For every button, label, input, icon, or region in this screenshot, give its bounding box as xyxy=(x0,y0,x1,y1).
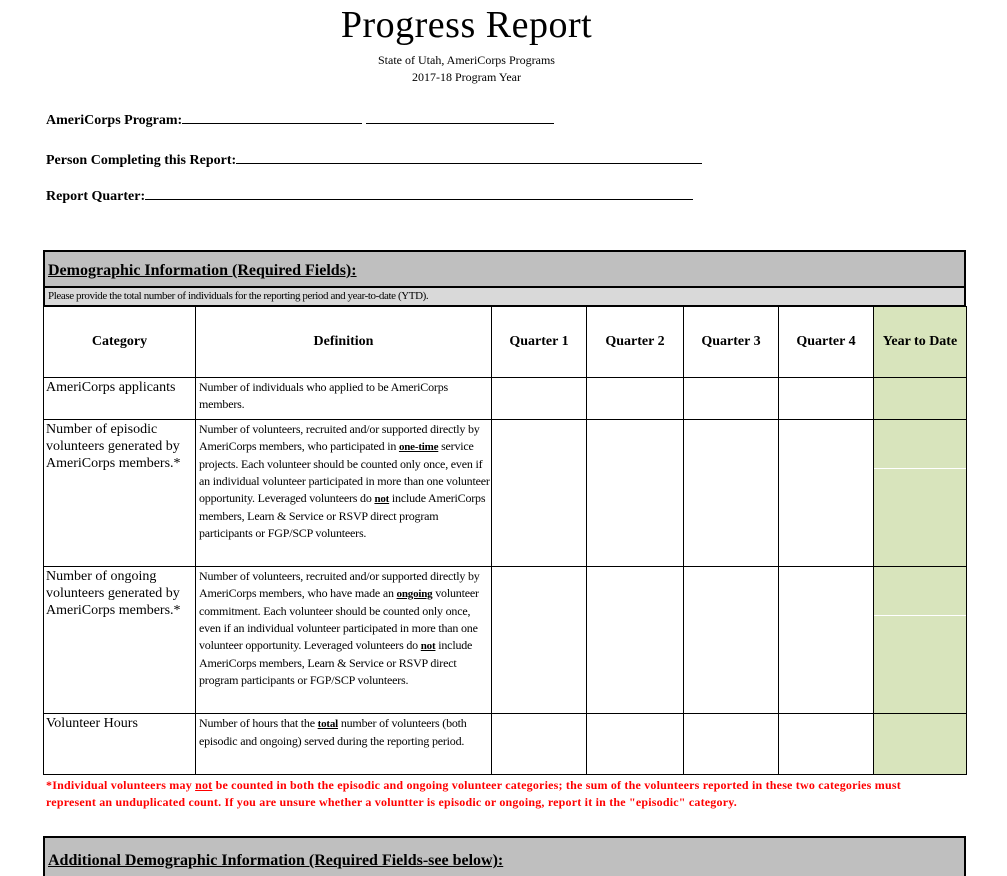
footnote: *Individual volunteers may not be counted in both the episodic and ongoing volunteer categories; the sum of the volunteers reported in these two categories must represent an unduplicated count. If you are unsure whether a voluntter is episodic or ongoing, report it in the "episodic" category. xyxy=(46,778,901,809)
table-header-row xyxy=(44,307,967,378)
ytd-cell[interactable] xyxy=(874,714,967,775)
quarter-3-cell[interactable] xyxy=(684,378,779,420)
quarter-1-cell[interactable] xyxy=(492,378,587,420)
quarter-1-cell[interactable] xyxy=(492,567,587,714)
col-quarter-4: Quarter 4 xyxy=(779,307,874,378)
quarter-2-cell[interactable] xyxy=(587,714,684,775)
row-definition: Number of volunteers, recruited and/or supported directly by AmeriCorps members, who participated in one-time service projects. Each volunteer should be counted only once, even if an individual volunteer participated in more than one volunteer opportunity. Leveraged volunteers do not include AmeriCorps members, Learn & Service or RSVP direct program participants or FGP/SCP volunteers. xyxy=(196,420,492,567)
program-field xyxy=(46,109,554,130)
program-input-line-2[interactable] xyxy=(366,109,554,124)
col-category: Category xyxy=(44,307,196,378)
quarter-4-cell[interactable] xyxy=(779,714,874,775)
person-input-line[interactable] xyxy=(236,149,702,164)
row-category: Volunteer Hours xyxy=(44,714,196,775)
table-row xyxy=(44,567,967,714)
row-definition: Number of individuals who applied to be AmeriCorps members. xyxy=(196,378,492,420)
quarter-field xyxy=(46,185,693,206)
ytd-cell[interactable] xyxy=(874,378,967,420)
ytd-cell[interactable] xyxy=(874,567,967,714)
row-category: AmeriCorps applicants xyxy=(44,378,196,420)
demographic-table xyxy=(43,306,967,775)
subtitle-program-year: 2017-18 Program Year xyxy=(412,70,521,84)
quarter-2-cell[interactable] xyxy=(587,567,684,714)
quarter-4-cell[interactable] xyxy=(779,378,874,420)
row-definition: Number of volunteers, recruited and/or supported directly by AmeriCorps members, who have made an ongoing volunteer commitment. Each volunteer should be counted only once, even if an individual volunteer participated in more than one volunteer opportunity. Leveraged volunteers do not include AmeriCorps members, Learn & Service or RSVP direct program participants or FGP/SCP volunteers. xyxy=(196,567,492,714)
person-label: Person Completing this Report: xyxy=(46,153,237,168)
row-definition: Number of hours that the total number of volunteers (both episodic and ongoing) served during the reporting period. xyxy=(196,714,492,775)
demographic-instructions: Please provide the total number of individuals for the reporting period and year-to-date (YTD). xyxy=(43,288,966,306)
row-category: Number of episodic volunteers generated by AmeriCorps members.* xyxy=(44,420,196,567)
person-field xyxy=(46,149,702,170)
col-year-to-date: Year to Date xyxy=(874,307,967,378)
table-row xyxy=(44,420,967,567)
quarter-input-line[interactable] xyxy=(145,185,693,200)
quarter-label: Report Quarter: xyxy=(46,189,146,204)
col-definition: Definition xyxy=(196,307,492,378)
quarter-4-cell[interactable] xyxy=(779,567,874,714)
table-row xyxy=(44,378,967,420)
col-quarter-1: Quarter 1 xyxy=(492,307,587,378)
subtitle-organization: State of Utah, AmeriCorps Programs xyxy=(378,53,555,67)
row-category: Number of ongoing volunteers generated by AmeriCorps members.* xyxy=(44,567,196,714)
ytd-cell[interactable] xyxy=(874,420,967,567)
demographic-section-title: Demographic Information (Required Fields): xyxy=(48,262,357,279)
table-row xyxy=(44,714,967,775)
quarter-2-cell[interactable] xyxy=(587,420,684,567)
page-title: Progress Report xyxy=(340,4,593,46)
quarter-3-cell[interactable] xyxy=(684,420,779,567)
quarter-2-cell[interactable] xyxy=(587,378,684,420)
quarter-1-cell[interactable] xyxy=(492,420,587,567)
demographic-section-header xyxy=(43,250,966,288)
program-label: AmeriCorps Program: xyxy=(46,113,183,128)
col-quarter-2: Quarter 2 xyxy=(587,307,684,378)
quarter-3-cell[interactable] xyxy=(684,714,779,775)
additional-section-title: Additional Demographic Information (Required Fields-see below): xyxy=(48,852,504,869)
col-quarter-3: Quarter 3 xyxy=(684,307,779,378)
quarter-4-cell[interactable] xyxy=(779,420,874,567)
program-input-line[interactable] xyxy=(182,109,362,124)
additional-section-header xyxy=(43,836,966,876)
quarter-1-cell[interactable] xyxy=(492,714,587,775)
quarter-3-cell[interactable] xyxy=(684,567,779,714)
